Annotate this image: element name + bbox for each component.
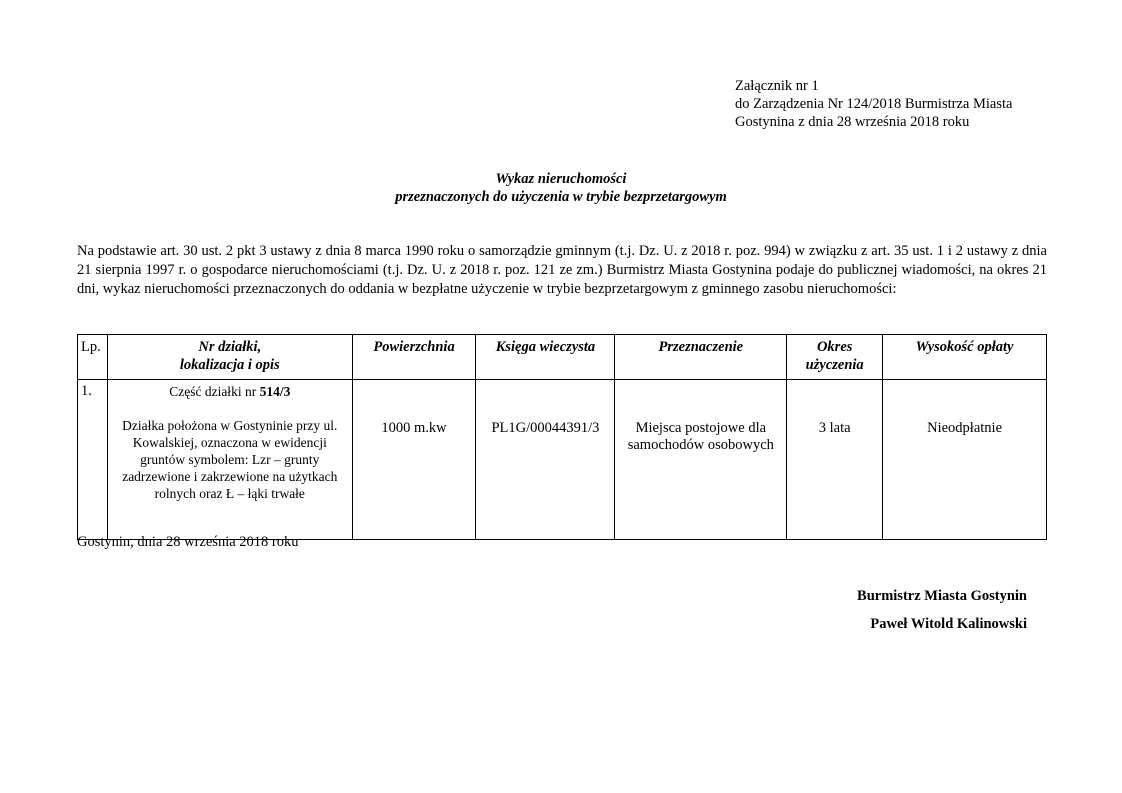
annex-line-2: do Zarządzenia Nr 124/2018 Burmistrza Miasta <box>735 96 1013 112</box>
cell-fee: Nieodpłatnie <box>883 380 1047 540</box>
table-header-row <box>78 335 1047 380</box>
cell-land-register: PL1G/00044391/3 <box>476 380 615 540</box>
header-land-register: Księga wieczysta <box>476 335 615 380</box>
title-line-1: Wykaz nieruchomości <box>495 171 627 187</box>
plot-description: Działka położona w Gostyninie przy ul. Kowalskiej, oznaczona w ewidencji gruntów symbolem: Lzr – grunty zadrzewione i zakrzewione na użytkach rolnych oraz Ł – łąki trwałe <box>122 418 338 501</box>
document-title <box>0 170 1122 206</box>
place-and-date: Gostynin, dnia 28 września 2018 roku <box>77 534 299 550</box>
header-period-line-2: użyczenia <box>805 357 864 373</box>
annex-line-1: Załącznik nr 1 <box>735 78 819 94</box>
header-period <box>787 335 883 380</box>
header-period-line-1: Okres <box>816 339 853 355</box>
header-location-line-2: lokalizacja i opis <box>179 357 280 373</box>
property-table <box>77 334 1047 540</box>
header-area: Powierzchnia <box>352 335 476 380</box>
cell-period: 3 lata <box>787 380 883 540</box>
plot-number: 514/3 <box>259 384 291 399</box>
title-line-2: przeznaczonych do użyczenia w trybie bezprzetargowym <box>395 189 727 205</box>
header-location <box>107 335 352 380</box>
annex-line-3: Gostynina z dnia 28 września 2018 roku <box>735 114 970 130</box>
header-lp: Lp. <box>78 335 108 380</box>
cell-lp: 1. <box>78 380 108 540</box>
header-fee: Wysokość opłaty <box>883 335 1047 380</box>
header-purpose: Przeznaczenie <box>615 335 787 380</box>
plot-heading <box>111 383 349 400</box>
header-location-line-1: Nr działki, <box>198 339 262 355</box>
cell-location <box>107 380 352 540</box>
table-row <box>78 380 1047 540</box>
plot-prefix: Część działki nr <box>169 384 257 399</box>
cell-area: 1000 m.kw <box>352 380 476 540</box>
intro-paragraph: Na podstawie art. 30 ust. 2 pkt 3 ustawy z dnia 8 marca 1990 roku o samorządzie gminnym (t.j. Dz. U. z 2018 r. poz. 994) w związku z art. 35 ust. 1 i 2 ustawy z dnia 21 sierpnia 1997 r. o gospodarce nieruchomościami (t.j. Dz. U. z 2018 r. poz. 121 ze zm.) Burmistrz Miasta Gostynina podaje do publicznej wiadomości, na okres 21 dni, wykaz nieruchomości przeznaczonych do oddania w bezpłatne użyczenie w trybie bezprzetargowym z gminnego zasobu nieruchomości: <box>77 243 1047 297</box>
annex-header <box>735 77 1012 131</box>
signature-title: Burmistrz Miasta Gostynin <box>857 588 1027 604</box>
cell-purpose: Miejsca postojowe dla samochodów osobowych <box>615 380 787 540</box>
signature-name: Paweł Witold Kalinowski <box>870 616 1027 632</box>
